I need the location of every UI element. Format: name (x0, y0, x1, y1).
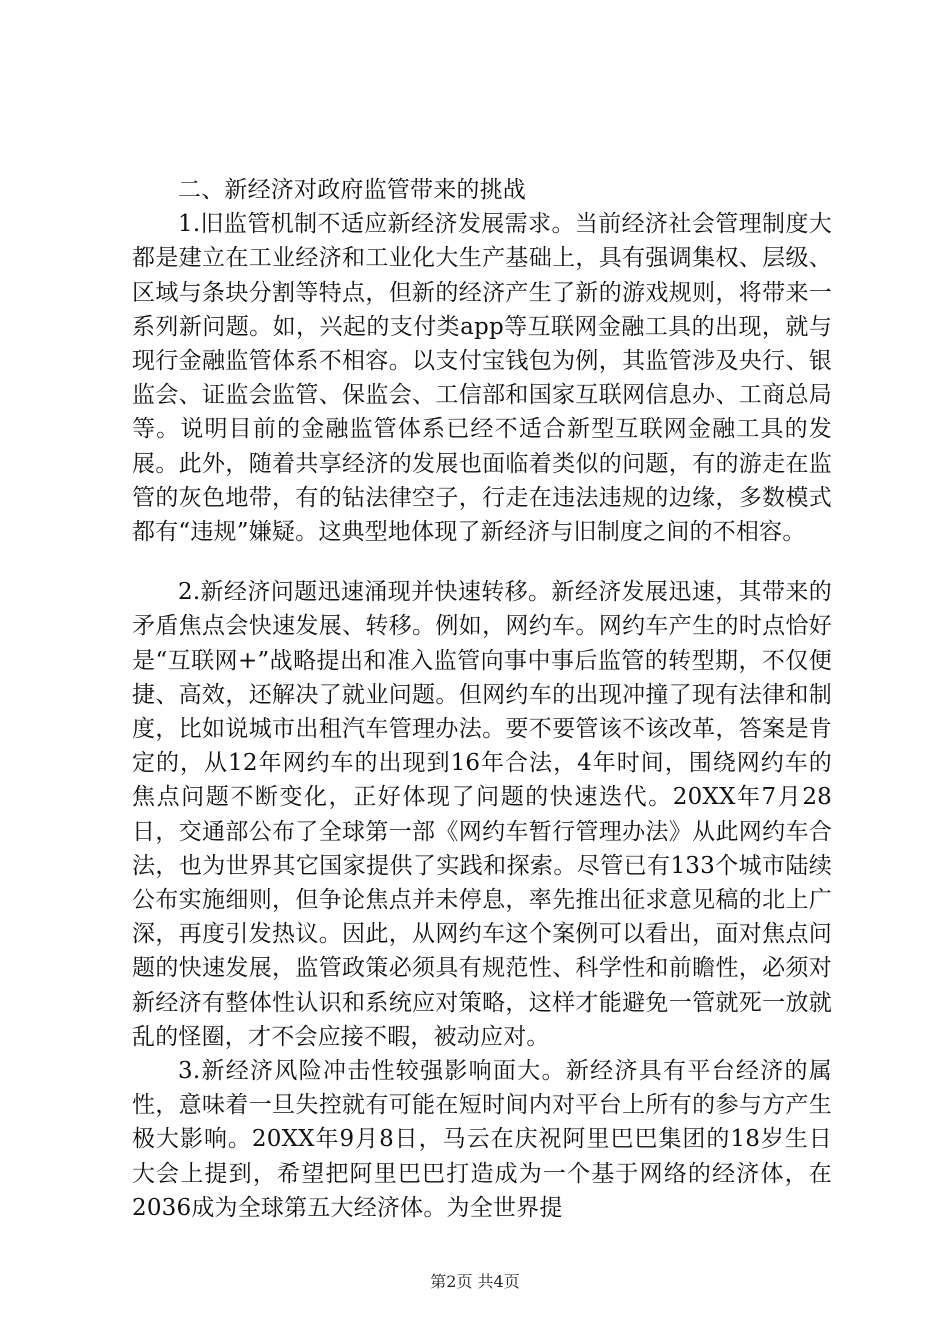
paragraph-3: 3.新经济风险冲击性较强影响面大。新经济具有平台经济的属性，意味着一旦失控就有可能在短时间内对平台上所有的参与方产生极大影响。20XX年9月8日，马云在庆祝阿里巴巴集团的18岁生日大会上提到，希望把阿里巴巴打造成为一个基于网络的经济体，在2036成为全球第五大经济体。为全世界提 (132, 1058, 832, 1221)
paragraph-spacer (132, 549, 832, 575)
section-heading: 二、新经济对政府监管带来的挑战 (178, 177, 526, 203)
page-footer: 第2页 共4页 (430, 1272, 520, 1291)
document-body (132, 173, 832, 1225)
paragraph-1: 1.旧监管机制不适应新经济发展需求。当前经济社会管理制度大都是建立在工业经济和工业化大生产基础上，具有强调集权、层级、区域与条块分割等特点，但新的经济产生了新的游戏规则，将带来一系列新问题。如，兴起的支付类app等互联网金融工具的出现，就与现行金融监管体系不相容。以支付宝钱包为例，其监管涉及央行、银监会、证监会监管、保监会、工信部和国家互联网信息办、工商总局等。说明目前的金融监管体系已经不适合新型互联网金融工具的发展。此外，随着共享经济的发展也面临着类似的问题，有的游走在监管的灰色地带，有的钻法律空子，行走在违法违规的边缘，多数模式都有“违规”嫌疑。这典型地体现了新经济与旧制度之间的不相容。 (132, 211, 832, 546)
paragraph-2: 2.新经济问题迅速涌现并快速转移。新经济发展迅速，其带来的矛盾焦点会快速发展、转移。例如，网约车。网约车产生的时点恰好是“互联网+”战略提出和准入监管向事中事后监管的转型期，不仅便捷、高效，还解决了就业问题。但网约车的出现冲撞了现有法律和制度，比如说城市出租汽车管理办法。要不要管该不该改革，答案是肯定的，从12年网约车的出现到16年合法，4年时间，围绕网约车的焦点问题不断变化，正好体现了问题的快速迭代。20XX年7月28日，交通部公布了全球第一部《网约车暂行管理办法》从此网约车合法，也为世界其它国家提供了实践和探索。尽管已有133个城市陆续公布实施细则，但争论焦点并未停息，率先推出征求意见稿的北上广深，再度引发热议。因此，从网约车这个案例可以看出，面对焦点问题的快速发展，监管政策必须具有规范性、科学性和前瞻性，必须对新经济有整体性认识和系统应对策略，这样才能避免一管就死一放就乱的怪圈，才不会应接不暇，被动应对。 (132, 579, 832, 1050)
